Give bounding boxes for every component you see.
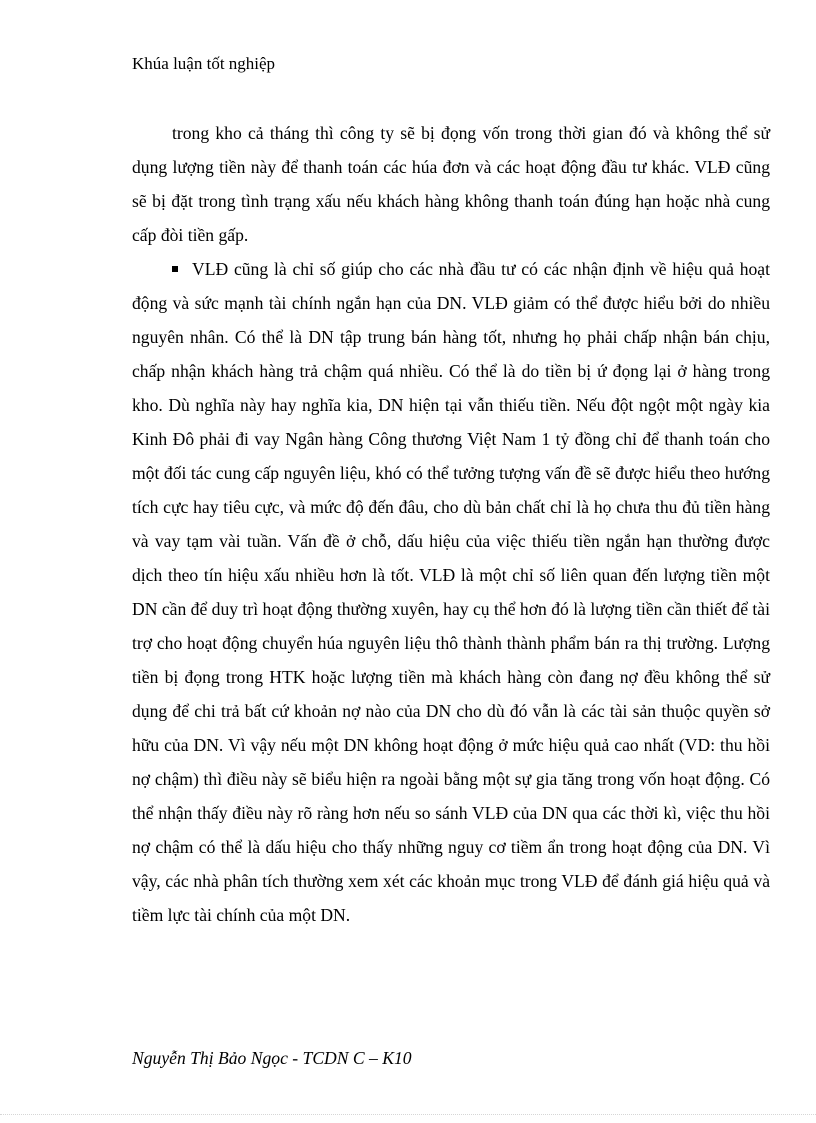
bullet-paragraph-text: VLĐ cũng là chỉ số giúp cho các nhà đầu tư có các nhận định về hiệu quả hoạt động và sức mạnh tài chính ngắn hạn của DN. VLĐ giảm có thể được hiểu bởi do nhiều nguyên nhân. Có thể là DN tập trung bán hàng tốt, nhưng họ phải chấp nhận bán chịu, chấp nhận khách hàng trả chậm quá nhiều. Có thể là do tiền bị ứ đọng lại ở hàng trong kho. Dù nghĩa này hay nghĩa kia, DN hiện tại vẫn thiếu tiền. Nếu đột ngột một ngày kia Kinh Đô phải đi vay Ngân hàng Công thương Việt Nam 1 tỷ đồng chỉ để thanh toán cho một đối tác cung cấp nguyên liệu, khó có thể tưởng tượng vấn đề sẽ được hiểu theo hướng tích cực hay tiêu cực, và mức độ đến đâu, cho dù bản chất chỉ là họ chưa thu đủ tiền hàng và vay tạm vài tuần. Vấn đề ở chỗ, dấu hiệu của việc thiếu tiền ngắn hạn thường được dịch theo tín hiệu xấu nhiều hơn là tốt. VLĐ là một chỉ số liên quan đến lượng tiền một DN cần để duy trì hoạt động thường xuyên, hay cụ thể hơn đó là lượng tiền cần thiết để tài trợ cho hoạt động chuyển húa nguyên liệu thô thành thành phẩm bán ra thị trường. Lượng tiền bị đọng trong HTK hoặc lượng tiền mà khách hàng còn đang nợ đều không thể sử dụng để chi trả bất cứ khoản nợ nào của DN cho dù đó vẫn là các tài sản thuộc quyền sở hữu của DN. Vì vậy nếu một DN không hoạt động ở mức hiệu quả cao nhất (VD: thu hồi nợ chậm) thì điều này sẽ biểu hiện ra ngoài bằng một sự gia tăng trong vốn hoạt động. Có thể nhận thấy điều này rõ ràng hơn nếu so sánh VLĐ của DN qua các thời kì, việc thu hồi nợ chậm có thể là dấu hiệu cho thấy những nguy cơ tiềm ẩn trong hoạt động của DN. Vì vậy, các nhà phân tích thường xem xét các khoản mục trong VLĐ để đánh giá hiệu quả và tiềm lực tài chính của một DN. [132, 259, 770, 925]
page-bottom-edge [0, 1114, 816, 1115]
page-header: Khúa luận tốt nghiệp [132, 54, 276, 73]
bullet-paragraph [132, 252, 770, 932]
page-footer: Nguyễn Thị Bảo Ngọc - TCDN C – K10 [132, 1048, 412, 1068]
square-bullet-icon [172, 266, 178, 272]
document-body [132, 116, 770, 932]
paragraph-continuation: trong kho cả tháng thì công ty sẽ bị đọng vốn trong thời gian đó và không thể sử dụng lượng tiền này để thanh toán các húa đơn và các hoạt động đầu tư khác. VLĐ cũng sẽ bị đặt trong tình trạng xấu nếu khách hàng không thanh toán đúng hạn hoặc nhà cung cấp đòi tiền gấp. [132, 123, 770, 245]
